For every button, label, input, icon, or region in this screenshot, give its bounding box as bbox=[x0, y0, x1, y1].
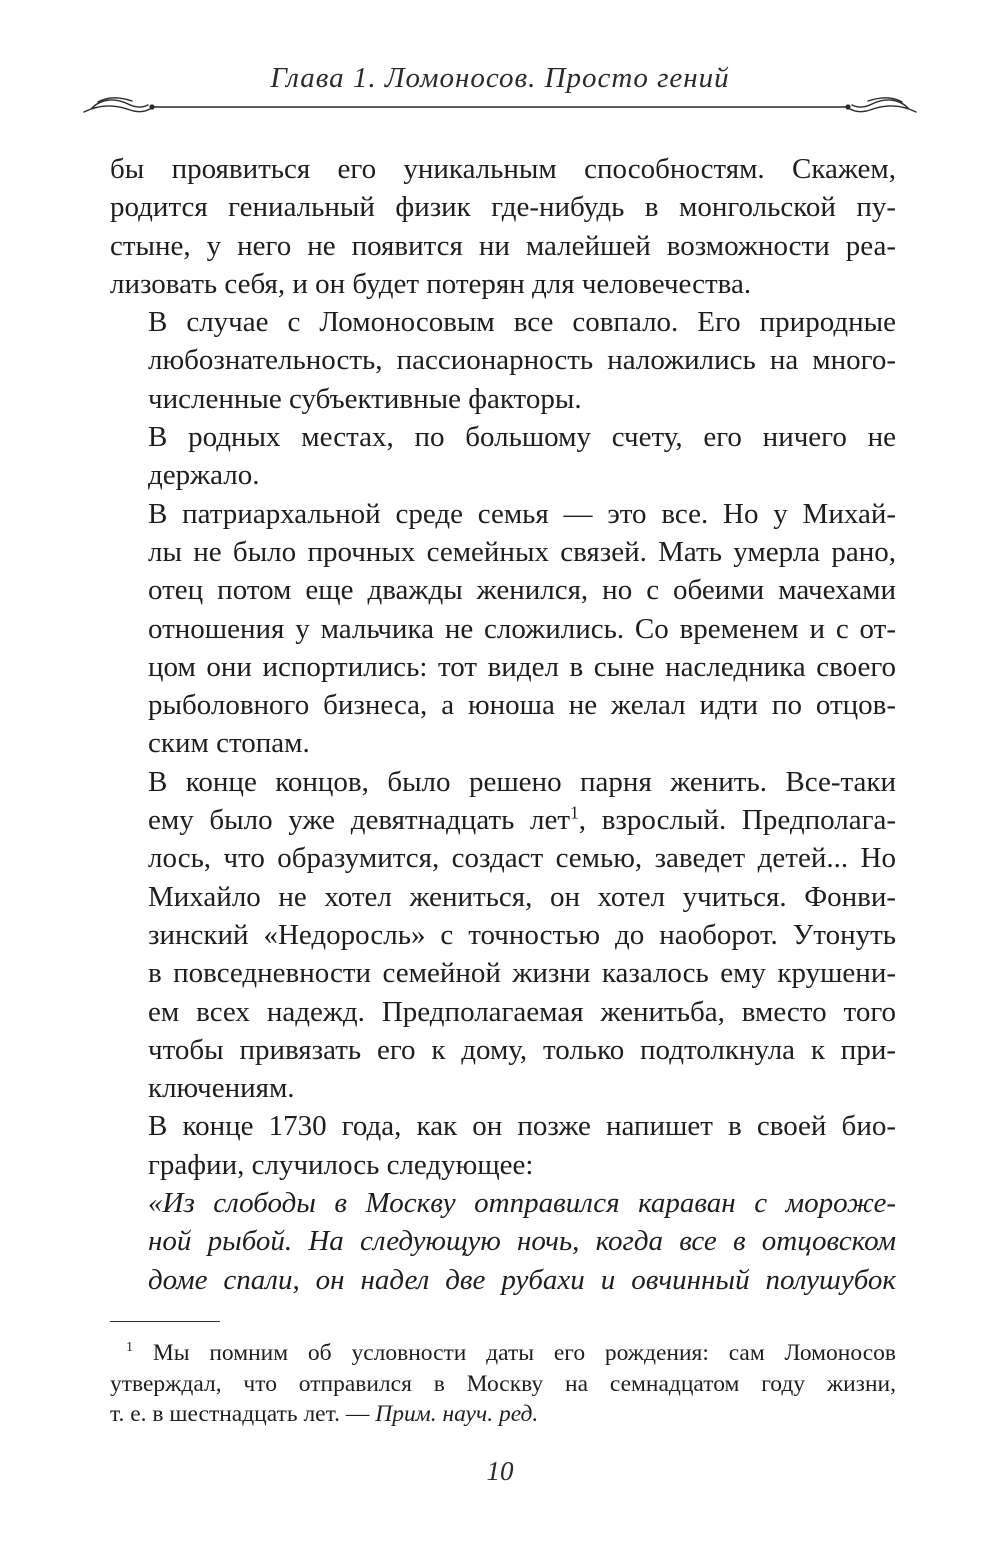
main-text bbox=[110, 150, 896, 1299]
quote-paragraph bbox=[110, 1184, 896, 1299]
page-number: 10 bbox=[486, 1456, 514, 1486]
paragraph-6 bbox=[110, 1107, 896, 1184]
footnote-text: Мы помним об условности даты его рождения: сам Ломоносов bbox=[152, 1340, 896, 1366]
text-line: зинский «Недоросль» с точностью до наоборот. Утонуть bbox=[148, 918, 896, 951]
text-line: В родных местах, по большому счету, его ничего не bbox=[148, 421, 896, 454]
text-line: ной рыбой. На следующую ночь, когда все в отцовском bbox=[148, 1225, 896, 1258]
running-header: Глава 1. Ломоносов. Просто гений bbox=[270, 62, 730, 94]
paragraph-4 bbox=[110, 495, 896, 763]
text-line: родится гениальный физик где-нибудь в монгольской пу- bbox=[110, 191, 896, 224]
paragraph-3 bbox=[110, 418, 896, 495]
footnote-line bbox=[110, 1399, 896, 1430]
text-fragment: ему было уже девятнадцать лет bbox=[148, 804, 571, 837]
text-line: цом они испортились: тот видел в сыне наследника своего bbox=[148, 650, 896, 683]
text-line: «Из слободы в Москву отправился караван с мороже- bbox=[148, 1187, 896, 1220]
text-line: бы проявиться его уникальным способностям. Скажем, bbox=[110, 153, 896, 185]
text-line: В конце концов, было решено парня женить. Все-таки bbox=[148, 765, 896, 798]
text-line: любознательность, пассионарность наложились на много- bbox=[148, 344, 896, 377]
footnote bbox=[110, 1338, 896, 1430]
text-line: графии, случилось следующее: bbox=[148, 1148, 534, 1181]
text-line: лизовать себя, и он будет потерян для человечества. bbox=[110, 267, 752, 300]
header-ornament-rule bbox=[80, 88, 920, 124]
footnote-separator bbox=[110, 1321, 220, 1322]
text-line: В патриархальной среде семья — это все. Но у Михай- bbox=[148, 497, 896, 530]
ornament-divider-icon bbox=[80, 88, 920, 124]
paragraph-5 bbox=[110, 763, 896, 1108]
text-line: доме спали, он надел две рубахи и овчинный полушубок bbox=[148, 1263, 896, 1296]
text-line: держало. bbox=[148, 459, 260, 492]
text-line: чтобы привязать его к дому, только подтолкнула к при- bbox=[148, 1033, 896, 1066]
text-line: стыне, у него не появится ни малейшей возможности реа- bbox=[110, 229, 896, 262]
text-line: Михайло не хотел жениться, он хотел учиться. Фонви- bbox=[148, 880, 896, 913]
text-line-with-footnote-ref bbox=[110, 801, 896, 839]
footnote-editor-note: Прим. науч. ред. bbox=[375, 1401, 539, 1427]
text-line: отец потом еще дважды женился, но с обеими мачехами bbox=[148, 574, 896, 607]
text-line: лось, что образумится, создаст семью, заведет детей... Но bbox=[148, 842, 896, 875]
text-line: численные субъективные факторы. bbox=[148, 382, 582, 415]
footnote-reference: 1 bbox=[570, 802, 579, 823]
text-line: ским стопам. bbox=[148, 727, 310, 760]
text-line: ем всех надежд. Предполагаемая женитьба, вместо того bbox=[148, 995, 896, 1028]
text-line: ключениям. bbox=[148, 1072, 295, 1105]
text-line: В конце 1730 года, как он позже напишет в своей био- bbox=[148, 1110, 896, 1143]
footnote-text: т. е. в шестнадцать лет. — bbox=[110, 1401, 376, 1427]
footnote-line bbox=[110, 1338, 896, 1369]
footnote-marker: 1 bbox=[126, 1339, 134, 1356]
paragraph-1 bbox=[110, 150, 896, 303]
paragraph-2 bbox=[110, 303, 896, 418]
footnote-line: утверждал, что отправился в Москву на семнадцатом году жизни, bbox=[110, 1370, 896, 1397]
text-fragment: , взрослый. Предполага- bbox=[578, 804, 896, 837]
text-line: отношения у мальчика не сложились. Со временем и с от- bbox=[148, 612, 896, 645]
text-line: рыболовного бизнеса, а юноша не желал идти по отцов- bbox=[148, 689, 896, 722]
text-line: лы не было прочных семейных связей. Мать умерла рано, bbox=[148, 535, 896, 568]
text-line: в повседневности семейной жизни казалось ему крушени- bbox=[148, 957, 896, 990]
text-line: В случае с Ломоносовым все совпало. Его природные bbox=[148, 306, 896, 339]
